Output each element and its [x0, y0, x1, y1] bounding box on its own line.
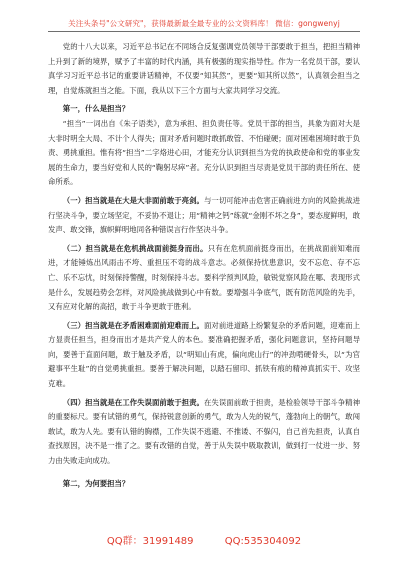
point-4-text: 在失误面前敢于担责，是检验领导干部斗争精神的重要标尺。要有试错的勇气，保持锐意创新的勇气，敢为人先的锐气，蓬勃向上的朝气，敢闯敢试，敢为人先。要有认错的胸襟，工作失误不逃避、不推诿、不躲闪，自己首先担责，认真自查找原因，决不是一推了之。要有改错的自觉，善于从失误中吸取教训，做到打一仗进一步、努力由失败走向成功。 — [48, 397, 360, 466]
point-2-text: 只有在危机面前挺身而出，在挑战面前知难而进，才能锤炼出风雨击不垮、重担压不弯的战斗意志。必须保持忧患意识，安不忘危、存不忘亡、乐不忘忧，时刻保持警醒，时刻保持斗志。要科学预判风险，敏锐觉察风险在哪、表现形式是什么，发展趋势会怎样，对风险挑战做到心中有数。要增强斗争底气，既有防范风险的先手，又有应对化解的高招，敢于斗争更敢于胜利。 — [48, 243, 360, 312]
section-2-heading: 第二，为何要担当？ — [62, 478, 130, 488]
header-banner: 关注头条号"公文研究"，获得最新最全最专业的公文资料库！ 微信：gongwenyj — [68, 19, 340, 28]
point-3-lead: （三）担当就是在矛盾困难面前迎难而上。 — [62, 320, 204, 330]
footer-qq-number: QQ:535304092 — [224, 536, 302, 547]
section-1-heading: 第一，什么是担当？ — [62, 104, 130, 114]
footer-contact — [0, 532, 408, 547]
point-1-paragraph — [48, 194, 360, 238]
header-divider — [48, 31, 360, 32]
point-1-text: 与一切可能冲击危害正确前进方向的风险挑战进行坚决斗争，要立场坚定，不妥协不退让；用“精神之钙”练就“金刚不坏之身”，要态度鲜明，敢发声、敢交锋，旗帜鲜明地同各种错误言行作坚决斗争。 — [48, 195, 360, 235]
point-2-paragraph — [48, 242, 360, 315]
section-1-paragraph: “担当”一词出自《朱子语类》，意为承担、担负责任等。党员干部的担当，具象为面对大是大非时明全大局、不计个人得失；面对矛盾问题时敢抓敢管、不怕碰硬；面对困难困境时敢于负责、勇挑重担。惟有将“担当”二字烙进心田，才能充分认识到担当为党的执政使命和党的事业发展的生命力，要当好党和人民的“鞠躬尽瘁”者。充分认识到担当尽责是党员干部的责任所在、使命所系。 — [48, 118, 360, 187]
point-2-lead: （二）担当就是在危机挑战面前挺身而出。 — [62, 243, 208, 253]
footer-qq-group: QQ群：31991489 — [106, 536, 194, 547]
point-3-text: 面对前进道路上纷繁复杂的矛盾问题，迎难而上方显责任担当，担身而出才是共产党人的本色。要准确把握矛盾，强化问题意识，坚持问题导向，要善于直面问题，敢于触及矛盾，以“明知山有虎，偏向虎山行”的冲劲啃硬骨头，以“为官避事平生耻”的自觉勇挑重担。要善于解决问题，以踏石留印、抓铁有痕的精神真抓实干、攻坚克难。 — [48, 320, 360, 389]
point-4-paragraph — [48, 396, 360, 469]
document-body — [48, 40, 360, 491]
intro-paragraph: 党的十八大以来，习近平总书记在不同场合反复强调党员领导干部要敢于担当，把担当精神上升到了新的境界，赋予了丰富的时代内涵，具有极强的现实指导性。作为一名党员干部，要认真学习习近平总书记的重要讲话精神，不仅要“知其然”，更要“知其所以然”，认真领会担当之理，自觉炼就担当之能。下面，我从以下三个方面与大家共同学习交流。 — [48, 42, 360, 95]
point-3-paragraph — [48, 319, 360, 392]
point-1-lead: （一）担当就是在大是大非面前敢于亮剑。 — [62, 195, 204, 205]
point-4-lead: （四）担当就是在工作失误面前敢于担责。 — [62, 397, 204, 407]
